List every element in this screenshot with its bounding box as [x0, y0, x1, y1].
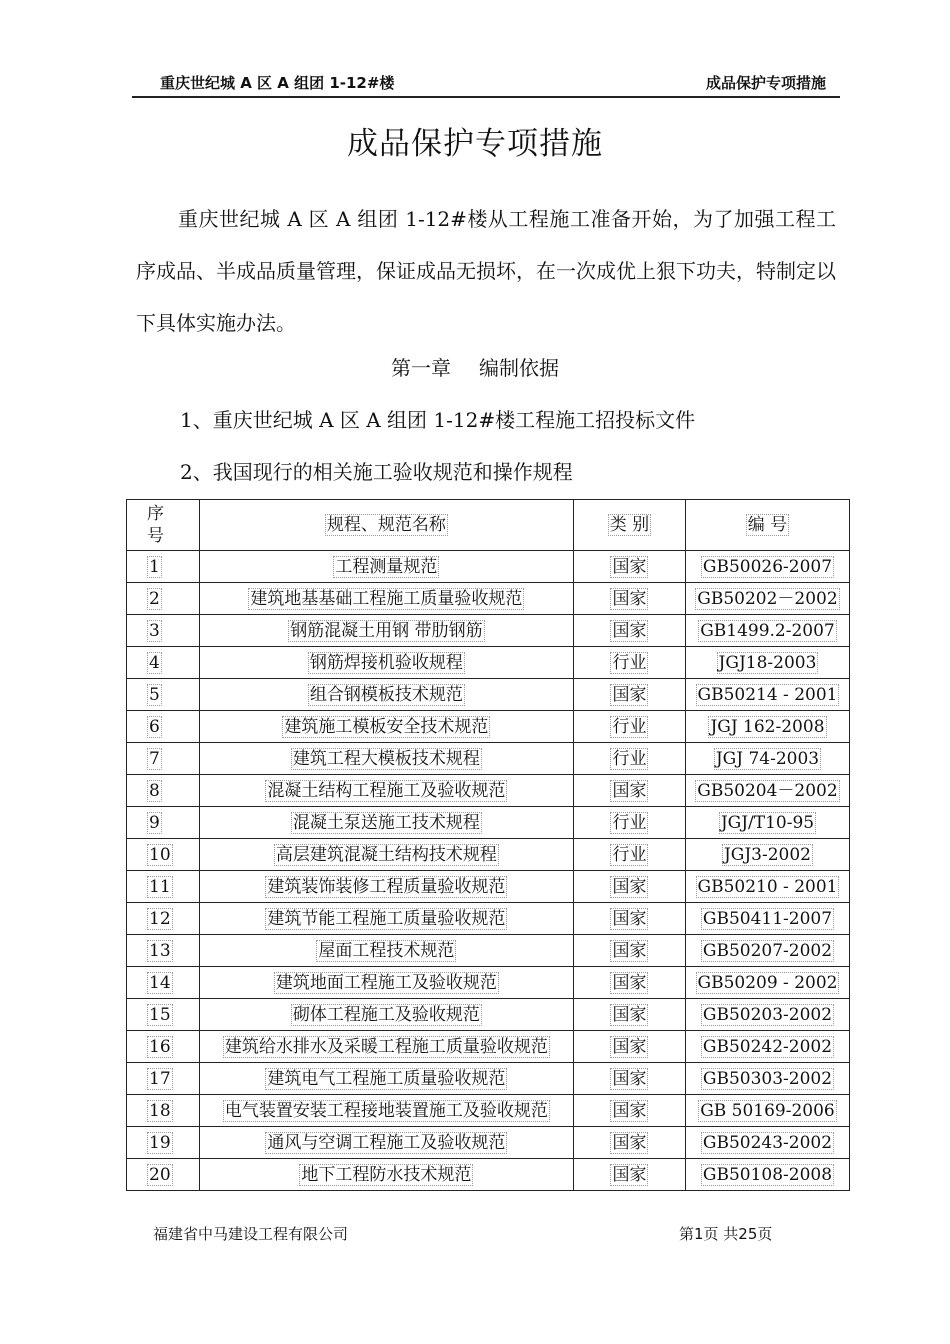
row-standard-name: 工程测量规范 [335, 556, 438, 577]
header-project-name: 重庆世纪城 A 区 A 组团 1-12#楼 [160, 74, 395, 92]
chapter-name: 编制依据 [479, 356, 559, 380]
row-category: 行业 [612, 844, 647, 865]
row-index: 7 [149, 748, 160, 769]
row-standard-name-cell [199, 647, 573, 679]
row-code: GB1499.2-2007 [700, 620, 835, 641]
table-body [127, 551, 850, 1191]
row-index: 18 [149, 1100, 171, 1121]
table-row [127, 679, 850, 711]
table-row [127, 583, 850, 615]
row-code-cell [685, 647, 849, 679]
row-index: 3 [149, 620, 160, 641]
row-code-cell [685, 1095, 849, 1127]
row-category-cell [573, 1159, 685, 1191]
table-row [127, 903, 850, 935]
row-standard-name: 建筑给水排水及采暖工程施工质量验收规范 [224, 1036, 548, 1057]
row-code-cell [685, 1031, 849, 1063]
table-row [127, 775, 850, 807]
document-title: 成品保护专项措施 [347, 126, 603, 162]
row-category-cell [573, 775, 685, 807]
row-category: 国家 [612, 940, 647, 961]
row-category-cell [573, 999, 685, 1031]
row-category-cell [573, 807, 685, 839]
footer-company: 福建省中马建设工程有限公司 [153, 1225, 349, 1243]
row-category: 国家 [612, 556, 647, 577]
row-standard-name-cell [199, 775, 573, 807]
basis-item: 2、我国现行的相关施工验收规范和操作规程 [180, 460, 573, 484]
row-code-cell [685, 711, 849, 743]
row-code-cell [685, 679, 849, 711]
row-index: 11 [149, 876, 171, 897]
row-code: JGJ 74-2003 [715, 748, 820, 769]
chapter-number: 第一章 [391, 356, 451, 380]
row-code-cell [685, 903, 849, 935]
row-standard-name-cell [199, 551, 573, 583]
row-index: 1 [149, 556, 160, 577]
row-code: GB50242-2002 [702, 1036, 833, 1057]
row-index-cell [127, 711, 200, 743]
table-row [127, 839, 850, 871]
row-standard-name-cell [199, 839, 573, 871]
table-row [127, 999, 850, 1031]
row-index-cell [127, 647, 200, 679]
row-standard-name: 通风与空调工程施工及验收规范 [267, 1132, 506, 1153]
row-category-cell [573, 551, 685, 583]
row-index: 9 [149, 812, 160, 833]
table-row [127, 615, 850, 647]
row-code: JGJ/T10-95 [720, 812, 815, 833]
row-index-cell [127, 1159, 200, 1191]
row-standard-name-cell [199, 583, 573, 615]
row-category-cell [573, 743, 685, 775]
row-code-cell [685, 839, 849, 871]
table-row [127, 1159, 850, 1191]
row-code: GB50207-2002 [702, 940, 833, 961]
row-standard-name-cell [199, 935, 573, 967]
header-cell-category: 类 别 [573, 500, 685, 551]
row-index-cell [127, 615, 200, 647]
row-category: 国家 [612, 1004, 647, 1025]
basis-item: 1、重庆世纪城 A 区 A 组团 1-12#楼工程施工招投标文件 [180, 408, 696, 432]
row-category: 国家 [612, 684, 647, 705]
row-category: 行业 [612, 812, 647, 833]
row-category-cell [573, 711, 685, 743]
row-code-cell [685, 1063, 849, 1095]
row-standard-name: 高层建筑混凝土结构技术规程 [275, 844, 497, 865]
row-category-cell [573, 1031, 685, 1063]
row-index: 17 [149, 1068, 171, 1089]
row-category-cell [573, 903, 685, 935]
table-row [127, 967, 850, 999]
table-row [127, 1127, 850, 1159]
row-index-cell [127, 1095, 200, 1127]
row-category-cell [573, 647, 685, 679]
row-standard-name: 钢筋焊接机验收规程 [309, 652, 463, 673]
row-code-cell [685, 1127, 849, 1159]
row-code-cell [685, 999, 849, 1031]
row-standard-name: 建筑施工模板安全技术规范 [284, 716, 489, 737]
header-cell-name: 规程、规范名称 [199, 500, 573, 551]
table-row [127, 1063, 850, 1095]
row-index: 13 [149, 940, 171, 961]
row-index-cell [127, 1031, 200, 1063]
row-category-cell [573, 839, 685, 871]
row-code: GB50108-2008 [702, 1164, 833, 1185]
row-code-cell [685, 871, 849, 903]
row-index-cell [127, 583, 200, 615]
footer-page-number: 第1页 共25页 [679, 1225, 773, 1243]
table-row [127, 935, 850, 967]
row-index-cell [127, 679, 200, 711]
row-index: 12 [149, 908, 171, 929]
row-index: 14 [149, 972, 171, 993]
row-standard-name-cell [199, 1031, 573, 1063]
row-category: 国家 [612, 876, 647, 897]
row-standard-name: 混凝土结构工程施工及验收规范 [267, 780, 506, 801]
row-category: 行业 [612, 652, 647, 673]
row-category: 国家 [612, 1164, 647, 1185]
row-standard-name: 混凝土泵送施工技术规程 [292, 812, 480, 833]
row-standard-name-cell [199, 807, 573, 839]
row-category-cell [573, 1127, 685, 1159]
row-code: GB50210 - 2001 [697, 876, 838, 897]
row-category-cell [573, 1095, 685, 1127]
row-category: 行业 [612, 716, 647, 737]
row-index-cell [127, 967, 200, 999]
row-index: 19 [149, 1132, 171, 1153]
row-standard-name-cell [199, 871, 573, 903]
row-code: GB50204－2002 [697, 780, 838, 801]
row-category: 行业 [612, 748, 647, 769]
row-code: GB 50169-2006 [700, 1100, 835, 1121]
row-index-cell [127, 1063, 200, 1095]
row-standard-name: 建筑装饰装修工程质量验收规范 [267, 876, 506, 897]
row-standard-name-cell [199, 967, 573, 999]
row-code-cell [685, 807, 849, 839]
row-index-cell [127, 775, 200, 807]
row-index-cell [127, 1127, 200, 1159]
row-code: GB50243-2002 [702, 1132, 833, 1153]
row-index-cell [127, 871, 200, 903]
header-document-title: 成品保护专项措施 [705, 74, 826, 92]
table-header-row [127, 500, 850, 551]
row-code: GB50203-2002 [702, 1004, 833, 1025]
header-cell-index: 序号 [127, 500, 200, 551]
row-code-cell [685, 775, 849, 807]
row-index: 20 [149, 1164, 171, 1185]
row-standard-name: 钢筋混凝土用钢 带肋钢筋 [290, 620, 483, 641]
chapter-heading [0, 352, 950, 381]
table-row [127, 1031, 850, 1063]
row-code: GB50209 - 2002 [697, 972, 838, 993]
row-code-cell [685, 935, 849, 967]
row-standard-name-cell [199, 903, 573, 935]
row-index-cell [127, 999, 200, 1031]
row-code: GB50411-2007 [702, 908, 833, 929]
row-code: JGJ 162-2008 [710, 716, 825, 737]
row-category: 国家 [612, 780, 647, 801]
row-standard-name-cell [199, 999, 573, 1031]
row-standard-name: 建筑电气工程施工质量验收规范 [267, 1068, 506, 1089]
row-category-cell [573, 679, 685, 711]
table-row [127, 743, 850, 775]
row-standard-name: 建筑地基基础工程施工质量验收规范 [250, 588, 523, 609]
table-row [127, 807, 850, 839]
row-category: 国家 [612, 908, 647, 929]
row-code: GB50303-2002 [702, 1068, 833, 1089]
row-category: 国家 [612, 1036, 647, 1057]
row-index-cell [127, 743, 200, 775]
row-standard-name-cell [199, 615, 573, 647]
row-category-cell [573, 615, 685, 647]
row-standard-name: 电气装置安装工程接地装置施工及验收规范 [224, 1100, 548, 1121]
row-standard-name: 屋面工程技术规范 [318, 940, 455, 961]
row-standard-name: 地下工程防水技术规范 [301, 1164, 472, 1185]
header-cell-code: 编 号 [685, 500, 849, 551]
row-standard-name: 建筑工程大模板技术规程 [292, 748, 480, 769]
row-code-cell [685, 1159, 849, 1191]
row-index: 16 [149, 1036, 171, 1057]
row-category-cell [573, 583, 685, 615]
row-category-cell [573, 967, 685, 999]
row-code: GB50026-2007 [702, 556, 833, 577]
row-code: GB50214 - 2001 [697, 684, 838, 705]
row-code-cell [685, 551, 849, 583]
row-category-cell [573, 1063, 685, 1095]
row-index: 6 [149, 716, 160, 737]
row-standard-name-cell [199, 1063, 573, 1095]
row-code-cell [685, 583, 849, 615]
row-index-cell [127, 551, 200, 583]
row-index: 8 [149, 780, 160, 801]
page-header [132, 64, 840, 98]
standards-table [126, 499, 850, 1191]
table-row [127, 647, 850, 679]
row-code-cell [685, 743, 849, 775]
row-code-cell [685, 967, 849, 999]
intro-paragraph: 重庆世纪城 A 区 A 组团 1-12#楼从工程施工准备开始，为了加强工程工序成品、半成品质量管理，保证成品无损坏，在一次成优上狠下功夫，特制定以下具体实施办法。 [136, 207, 836, 335]
row-index: 10 [149, 844, 171, 865]
row-category: 国家 [612, 1100, 647, 1121]
row-standard-name: 组合钢模板技术规范 [309, 684, 463, 705]
row-standard-name-cell [199, 1127, 573, 1159]
row-category: 国家 [612, 588, 647, 609]
table-row [127, 871, 850, 903]
row-standard-name-cell [199, 711, 573, 743]
row-index: 5 [149, 684, 160, 705]
row-index: 4 [149, 652, 160, 673]
row-standard-name-cell [199, 679, 573, 711]
table-row [127, 1095, 850, 1127]
table-row [127, 711, 850, 743]
row-standard-name-cell [199, 1159, 573, 1191]
row-category: 国家 [612, 1132, 647, 1153]
row-code: GB50202－2002 [697, 588, 838, 609]
row-index: 15 [149, 1004, 171, 1025]
row-category: 国家 [612, 620, 647, 641]
row-standard-name-cell [199, 743, 573, 775]
row-category-cell [573, 935, 685, 967]
row-category-cell [573, 871, 685, 903]
row-standard-name: 砌体工程施工及验收规范 [292, 1004, 480, 1025]
row-code: JGJ18-2003 [718, 652, 817, 673]
row-code-cell [685, 615, 849, 647]
row-index-cell [127, 903, 200, 935]
row-index-cell [127, 935, 200, 967]
row-standard-name-cell [199, 1095, 573, 1127]
row-standard-name: 建筑地面工程施工及验收规范 [275, 972, 497, 993]
row-standard-name: 建筑节能工程施工质量验收规范 [267, 908, 506, 929]
table-row [127, 551, 850, 583]
row-index: 2 [149, 588, 160, 609]
row-category: 国家 [612, 1068, 647, 1089]
row-index-cell [127, 839, 200, 871]
row-code: JGJ3-2002 [723, 844, 811, 865]
row-category: 国家 [612, 972, 647, 993]
row-index-cell [127, 807, 200, 839]
